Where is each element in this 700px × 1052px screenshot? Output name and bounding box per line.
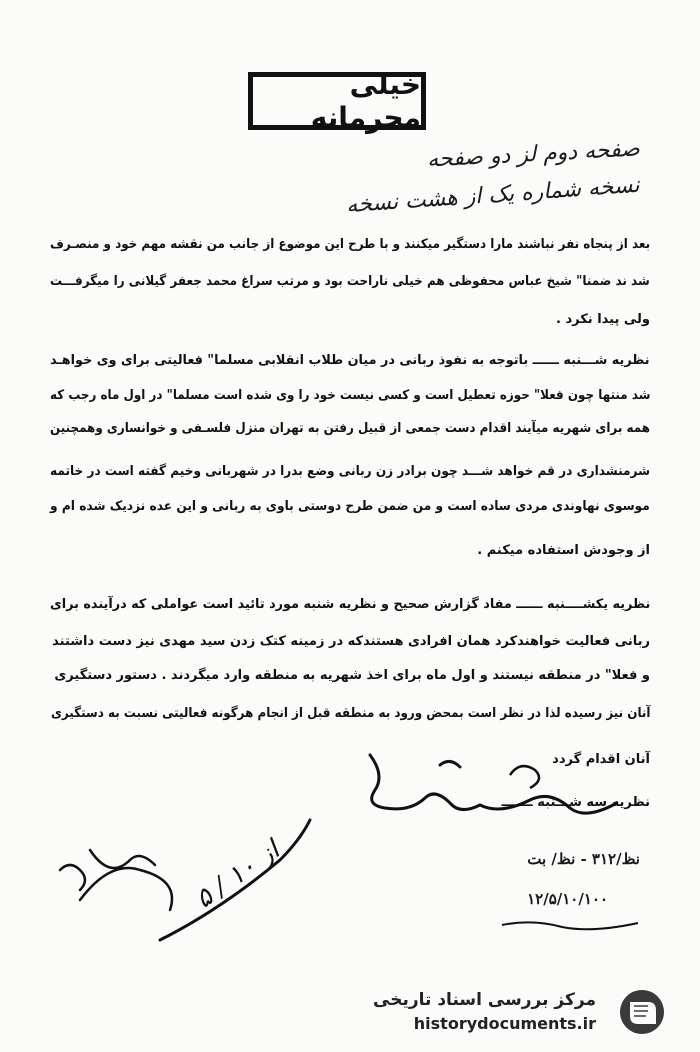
watermark [373, 986, 680, 1038]
date-note: ۱۲/۵/۱۰/۱۰۰ [527, 890, 608, 908]
body-line: ولی پیدا نکرد . [556, 312, 650, 327]
body-line: نظریه سه شـــنبه ـــــــ [501, 795, 650, 810]
confidential-stamp [248, 68, 426, 134]
body-line: و فعلا" در منطقه نیستند و اول ماه برای اخذ شهریه به منطقه وارد میگردند . دستور دستگیری [54, 668, 650, 683]
body-line: آنان نیز رسیده لذا در نظر است بمحض ورود به منطقه قبل از انجام هرگونه فعالیتی نسبت به دستگیری [50, 706, 650, 721]
watermark-url: historydocuments.ir [413, 1014, 596, 1033]
handwritten-copy-note: نسخه شماره یک از هشت نسخه [345, 172, 641, 219]
date-underline [500, 915, 640, 935]
watermark-title: مرکز بررسی اسناد تاریخی [373, 990, 596, 1010]
signature-scribble [360, 745, 620, 845]
body-line: از وجودش استفاده میکنم . [477, 543, 650, 558]
body-line: شد ند ضمنا" شیخ عباس محفوظی هم خیلی ناراحت بود و مرتب سراغ محمد جعفر گیلانی را میگرفـــت [50, 274, 650, 289]
stamp-text: خیلی محرمانه [310, 68, 421, 134]
body-line: موسوی نهاوندی مردی ساده است و من ضمن طرح دوستی باوی به ربانی و این عده نزدیک شده ام و [50, 499, 650, 514]
bottom-left-note-text: از ۱۰ / ۵ [190, 835, 286, 915]
body-line: همه برای شهریه میآیند اقدام دست جمعی از قبیل رفتن به تهران منزل فلسـفی و خوانساری وهمچنین [50, 421, 650, 436]
bottom-left-handwriting [40, 810, 320, 960]
body-line: بعد از پنجاه نفر نباشند مارا دستگیر میکنند و با طرح این موضوع از جانب من نقشه مهم خود و منصـرف [49, 237, 650, 252]
body-line: شرمنشداری در قم خواهد شـــد چون برادر زن ربانی وضع بدرا در شهربانی وخیم گفته است در خاتمه [49, 464, 650, 479]
body-line: آنان اقدام گردد [552, 752, 650, 767]
archive-logo-icon [612, 986, 674, 1038]
body-line: ربانی فعالیت خواهندکرد همان افرادی هستندکه در زمینه کتک زدن سید مهدی نیز دست داشتند [52, 634, 650, 649]
body-line: نظریه شـــنبه ــــــ باتوجه به نفوذ ربانی در میان طلاب انقلابی مسلما" فعالیتی برای وی خواهـد [50, 353, 650, 368]
handwritten-page-note: صفحه دوم لز دو صفحه [426, 136, 641, 173]
body-line: نظریه یکشــــنبه ــــــ مفاد گزارش صحیح و نظریه شنبه مورد تائید است عواملی که درآینده برای [49, 597, 650, 612]
body-line: شد منتها چون فعلا" حوزه تعطیل است و کسی نیست خود را وی شده است مسلما" در اول ماه رجب که [49, 388, 650, 403]
reference-note: نظ/۳۱۲ - نظ/ بت [527, 850, 640, 868]
